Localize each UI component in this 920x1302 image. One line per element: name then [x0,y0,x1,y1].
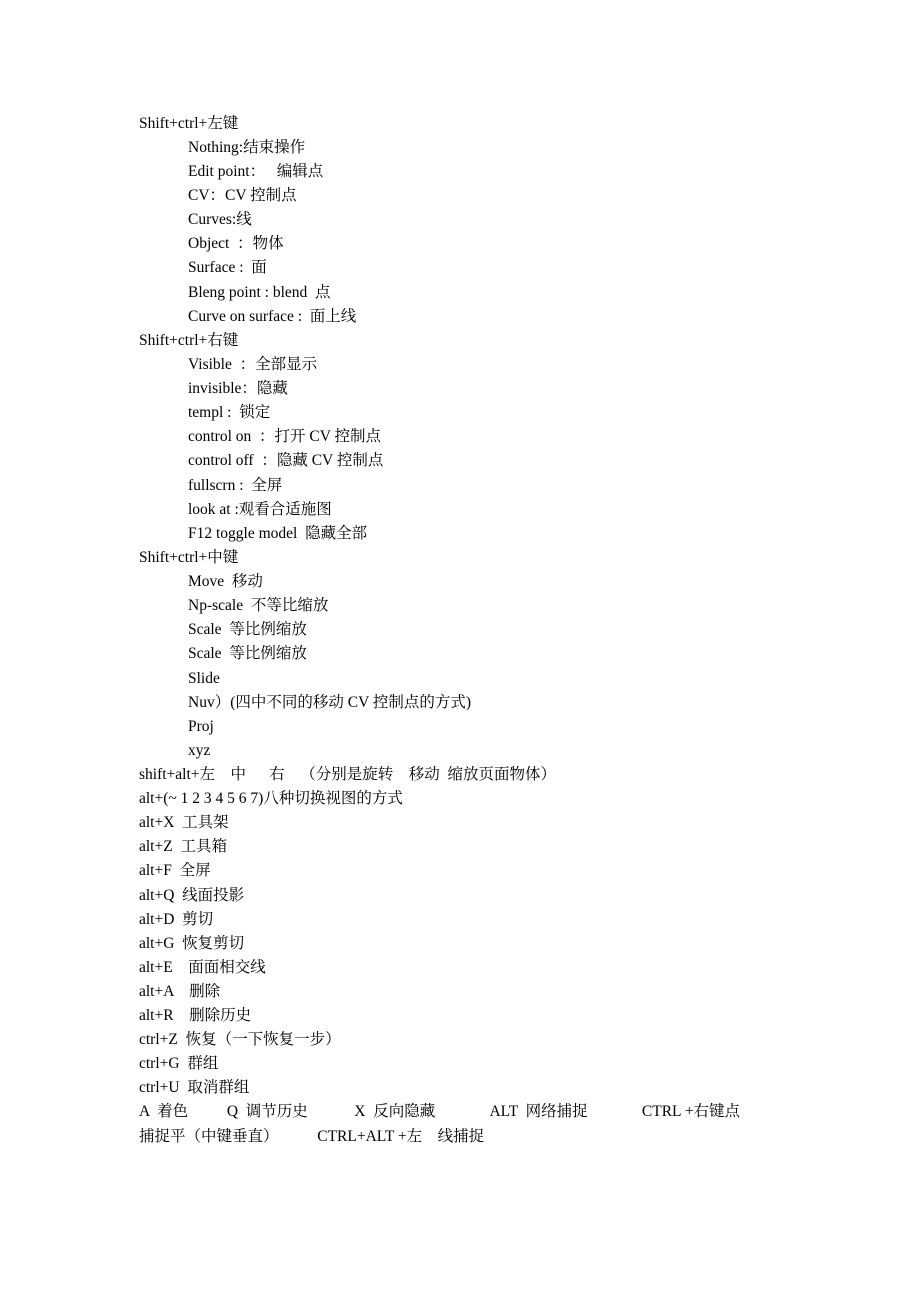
list-item: Edit point： 编辑点 [188,163,324,180]
section-heading: Shift+ctrl+左键 [139,115,239,132]
list-item: control on ：打开 CV 控制点 [188,428,382,445]
section-heading: Shift+ctrl+右键 [139,332,239,349]
list-item: Curve on surface : 面上线 [188,308,357,325]
shortcut-line: alt+F 全屏 [139,862,211,879]
list-item: Curves:线 [188,211,252,228]
list-item: Np-scale 不等比缩放 [188,597,329,614]
list-item: Surface : 面 [188,259,267,276]
shortcut-line: alt+D 剪切 [139,911,214,928]
list-item: xyz [188,742,211,759]
shortcut-line: A 着色 Q 调节历史 X 反向隐藏 ALT 网络捕捉 CTRL +右键点 [139,1103,741,1120]
list-item: Move 移动 [188,573,263,590]
shortcut-line: ctrl+Z 恢复（一下恢复一步） [139,1031,341,1048]
list-item: Bleng point : blend 点 [188,284,331,301]
list-item: F12 toggle model 隐藏全部 [188,525,368,542]
list-item: look at :观看合适施图 [188,501,332,518]
shortcut-line: alt+Q 线面投影 [139,887,245,904]
shortcut-line: alt+(~ 1 2 3 4 5 6 7)八种切换视图的方式 [139,790,403,807]
shortcut-line: shift+alt+左 中 右 （分别是旋转 移动 缩放页面物体） [139,766,557,783]
shortcut-line: alt+G 恢复剪切 [139,935,245,952]
list-item: Slide [188,670,220,687]
list-item: Nothing:结束操作 [188,139,306,156]
list-item: control off ：隐藏 CV 控制点 [188,452,384,469]
list-item: templ : 锁定 [188,404,271,421]
list-item: Scale 等比例缩放 [188,621,307,638]
shortcut-line: ctrl+U 取消群组 [139,1079,250,1096]
list-item: fullscrn : 全屏 [188,477,283,494]
shortcut-line: 捕捉平（中键垂直） CTRL+ALT +左 线捕捉 [139,1128,485,1145]
shortcut-line: alt+Z 工具箱 [139,838,227,855]
list-item: Scale 等比例缩放 [188,645,307,662]
list-item: Proj [188,718,214,735]
shortcut-line: alt+A 删除 [139,983,221,1000]
shortcut-line: alt+E 面面相交线 [139,959,266,976]
list-item: invisible：隐藏 [188,380,288,397]
list-item: CV：CV 控制点 [188,187,297,204]
shortcut-line: alt+X 工具架 [139,814,229,831]
section-heading: Shift+ctrl+中键 [139,549,239,566]
list-item: Object ：物体 [188,235,284,252]
shortcut-line: ctrl+G 群组 [139,1055,219,1072]
list-item: Nuv）(四中不同的移动 CV 控制点的方式) [188,694,472,711]
shortcut-line: alt+R 删除历史 [139,1007,252,1024]
list-item: Visible ：全部显示 [188,356,318,373]
